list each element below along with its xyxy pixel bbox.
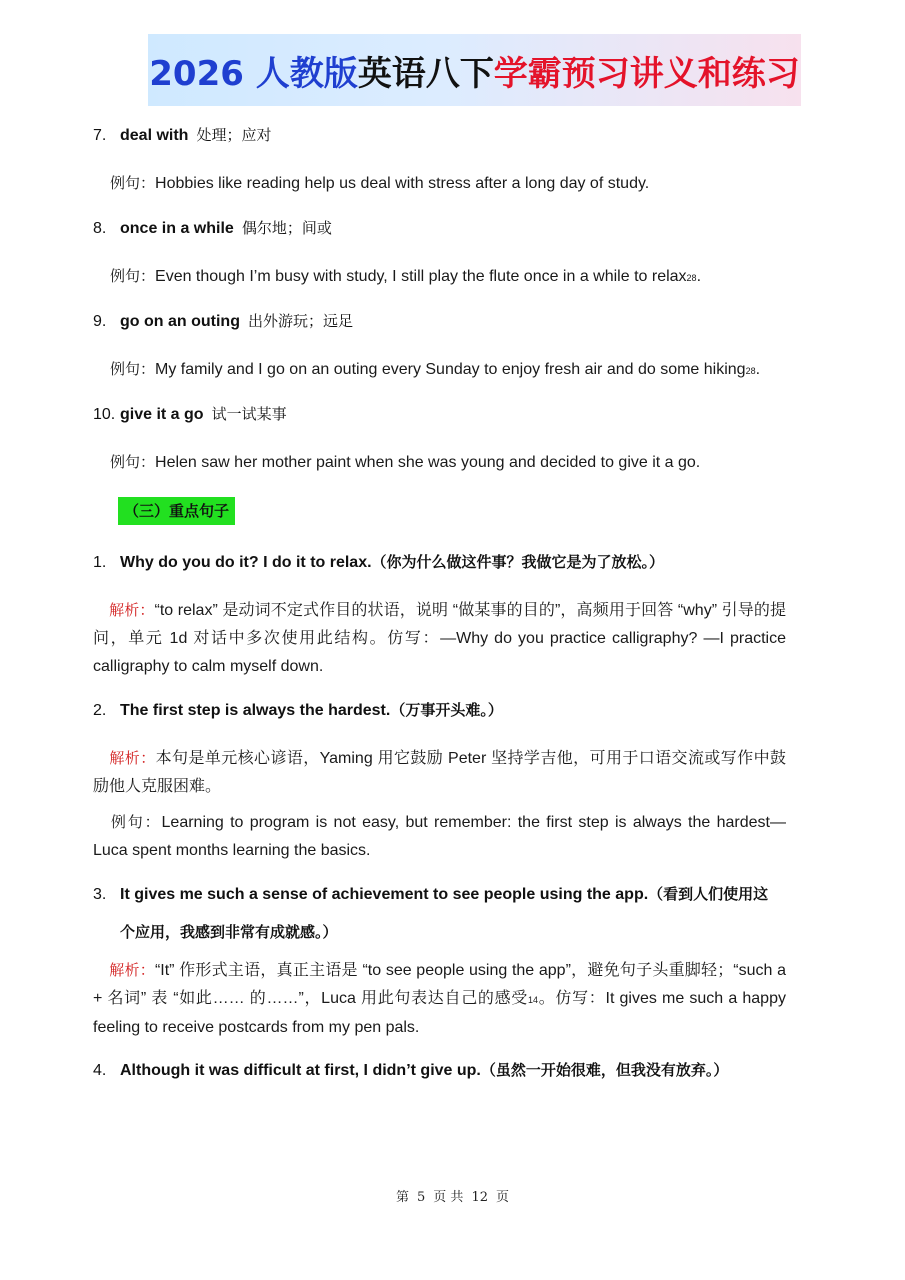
sentence-item-4 [93, 1056, 728, 1085]
example-text: Learning to program is not easy, but remember: the first step is always the hardest—Luca spent months learning the basics. [93, 814, 786, 859]
phrase-number: 9. [93, 313, 107, 330]
footer-total-pages: 12 [471, 1190, 488, 1205]
sentence-item-2 [93, 696, 503, 725]
sentence-number: 3. [93, 886, 107, 903]
sentence-cn: （你为什么做这件事？我做它是为了放松。） [371, 553, 665, 571]
sentence-item-3-continued [120, 918, 338, 947]
example-text: Helen saw her mother paint when she was young and decided to give it a go. [155, 454, 701, 471]
example-text: Even though I’m busy with study, I still play the flute once in a while to relax [155, 268, 687, 285]
example-tail: . [696, 268, 702, 285]
sentence-en: The first step is always the hardest. [120, 702, 391, 719]
banner-purpose: 学霸预习讲义和练习 [493, 53, 800, 94]
footer-middle: 页 共 [433, 1190, 464, 1205]
phrase-item-9 [93, 307, 353, 336]
phrase-text: deal with [120, 127, 189, 144]
phrase-item-7 [93, 121, 271, 150]
sentence-cn-part1: （看到人们使用这 [648, 885, 769, 903]
analysis-text: “It” 作形式主语，真正主语是 “to see people using the app”，避免句子头重脚轻；“such a + 名词” 表 “如此…… 的……”，Luca 用此句表达自己的感受 [93, 962, 786, 1007]
footer-suffix: 页 [495, 1190, 509, 1205]
example-tail: . [755, 361, 761, 378]
section-title-key-sentences: （三）重点句子 [118, 497, 235, 525]
example-label: 例句： [109, 813, 162, 831]
phrase-gloss: 出外游玩；远足 [247, 312, 353, 330]
sentence-number: 4. [93, 1062, 107, 1079]
source-marker: 28 [745, 366, 756, 376]
analysis-text: 本句是单元核心谚语，Yaming 用它鼓励 Peter 坚持学吉他，可用于口语交流或写作中鼓励他人克服困难。 [93, 750, 786, 795]
page-footer [0, 1186, 905, 1205]
phrase-item-8 [93, 214, 332, 243]
sentence-analysis-2 [93, 744, 786, 801]
example-label: 例句： [110, 174, 156, 192]
sentence-number: 2. [93, 702, 107, 719]
phrase-item-10 [93, 400, 287, 429]
source-marker: 28 [686, 273, 697, 283]
phrase-gloss: 处理；应对 [196, 126, 272, 144]
banner-year: 2026 [149, 53, 244, 94]
sentence-example-2 [93, 808, 786, 865]
phrase-text: once in a while [120, 220, 234, 237]
sentence-en: Why do you do it? I do it to relax. [120, 554, 372, 571]
phrase-example-7 [110, 169, 649, 198]
banner-title [149, 46, 799, 95]
footer-prefix: 第 [396, 1190, 410, 1205]
sentence-en: Although it was difficult at first, I didn’t give up. [120, 1062, 481, 1079]
phrase-gloss: 试一试某事 [211, 405, 287, 423]
phrase-number: 10. [93, 406, 116, 423]
example-label: 例句： [110, 267, 156, 285]
sentence-analysis-3 [93, 956, 786, 1042]
sentence-cn: （虽然一开始很难，但我没有放弃。） [480, 1061, 729, 1079]
source-marker: 14 [528, 995, 539, 1005]
example-text: My family and I go on an outing every Sunday to enjoy fresh air and do some hiking [155, 361, 746, 378]
analysis-label: 解析： [109, 749, 156, 767]
analysis-label: 解析： [109, 601, 155, 619]
banner-subject: 英语八下 [357, 53, 494, 94]
sentence-analysis-1 [93, 596, 786, 681]
example-label: 例句： [110, 453, 156, 471]
sentence-item-3 [93, 880, 768, 909]
banner-edition: 人教版 [255, 53, 358, 94]
phrase-example-8 [110, 262, 701, 292]
phrase-gloss: 偶尔地；间或 [241, 219, 332, 237]
phrase-text: give it a go [120, 406, 204, 423]
footer-page-number: 5 [417, 1190, 426, 1205]
phrase-example-9 [110, 355, 760, 385]
header-banner [148, 34, 801, 106]
phrase-text: go on an outing [120, 313, 240, 330]
phrase-number: 8. [93, 220, 107, 237]
analysis-tail: 。仿写：It gives me such a happy feeling to receive postcards from my pen pals. [93, 990, 786, 1036]
example-label: 例句： [110, 360, 156, 378]
sentence-cn-part2: 个应用，我感到非常有成就感。） [120, 923, 338, 941]
sentence-number: 1. [93, 554, 107, 571]
phrase-number: 7. [93, 127, 107, 144]
analysis-label: 解析： [109, 961, 155, 979]
sentence-item-1 [93, 548, 664, 577]
example-text: Hobbies like reading help us deal with stress after a long day of study. [155, 175, 650, 192]
sentence-cn: （万事开头难。） [390, 701, 503, 719]
analysis-text: “to relax” 是动词不定式作目的状语，说明 “做某事的目的”，高频用于回答 “why” 引导的提问，单元 1d 对话中多次使用此结构。仿写：—Why do you practice calligraphy? —I practice calligraphy to calm myself down. [93, 602, 786, 675]
sentence-en: It gives me such a sense of achievement to see people using the app. [120, 886, 649, 903]
phrase-example-10 [110, 448, 700, 477]
